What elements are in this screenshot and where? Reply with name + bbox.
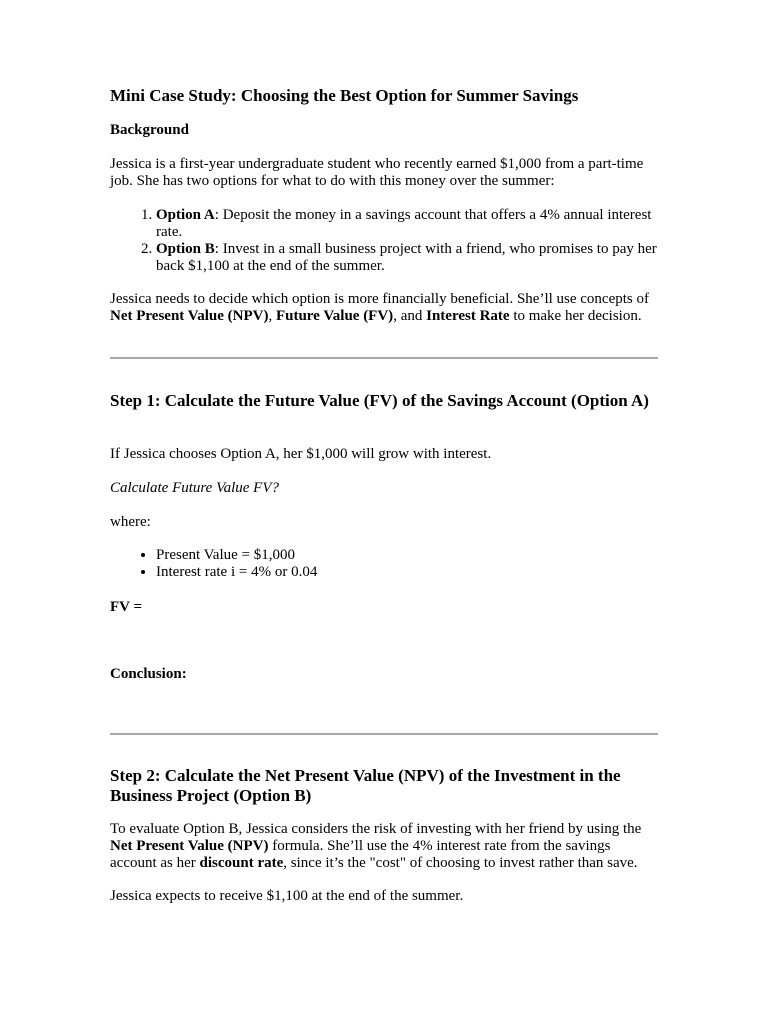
step2-text: To evaluate Option B, Jessica considers the risk of investing with her friend by using the (110, 821, 642, 837)
decision-sep: , and (393, 308, 427, 324)
npv-term: Net Present Value (NPV) (110, 838, 269, 854)
conclusion-label: Conclusion: (110, 666, 187, 682)
expects-paragraph: Jessica expects to receive $1,100 at the end of the summer. (110, 888, 464, 904)
list-item: • Interest rate i = 4% or 0.04 (156, 564, 658, 581)
npv-term: Net Present Value (NPV) (110, 308, 269, 324)
decision-text: Jessica needs to decide which option is more financially beneficial. She’ll use concepts of (110, 291, 649, 307)
discount-rate-term: discount rate (199, 855, 284, 871)
step2-heading: Step 2: Calculate the Net Present Value (NPV) of the Investment in the Business Project (Option B) (110, 766, 621, 805)
decision-sep: , (268, 308, 276, 324)
list-item: • Present Value = $1,000 (156, 547, 658, 564)
options-list (110, 207, 658, 275)
step1-heading: Step 1: Calculate the Future Value (FV) of the Savings Account (Option A) (110, 391, 649, 410)
fv-prompt: Calculate Future Value FV? (110, 480, 279, 496)
inputs-list (110, 547, 658, 581)
background-heading: Background (110, 122, 189, 138)
step2-paragraph (110, 821, 658, 872)
step2-text: , since it’s the "cost" of choosing to invest rather than save. (283, 855, 638, 871)
decision-paragraph (110, 291, 658, 325)
step2-text: formula. She’ll use the 4% interest rate from the savings account as her (110, 838, 611, 871)
step1-intro: If Jessica chooses Option A, her $1,000 will grow with interest. (110, 446, 492, 462)
page-title: Mini Case Study: Choosing the Best Option for Summer Savings (110, 86, 579, 105)
where-label: where: (110, 514, 151, 530)
list-item (156, 207, 658, 241)
option-b-label: Option B (156, 241, 215, 257)
option-a-label: Option A (156, 207, 215, 223)
fv-term: Future Value (FV) (275, 308, 394, 324)
horizontal-divider (110, 357, 658, 359)
fv-label: FV = (110, 599, 143, 615)
decision-text: to make her decision. (509, 308, 642, 324)
option-a-text: : Deposit the money in a savings account that offers a 4% annual interest rate. (156, 207, 652, 240)
horizontal-divider (110, 733, 658, 735)
background-intro: Jessica is a first-year undergraduate student who recently earned $1,000 from a part-time job. She has two options for what to do with this money over the summer: (110, 156, 644, 189)
option-b-text: : Invest in a small business project with a friend, who promises to pay her back $1,100 at the end of the summer. (156, 241, 657, 274)
list-item (156, 241, 658, 275)
interest-rate-term: Interest Rate (426, 308, 510, 324)
